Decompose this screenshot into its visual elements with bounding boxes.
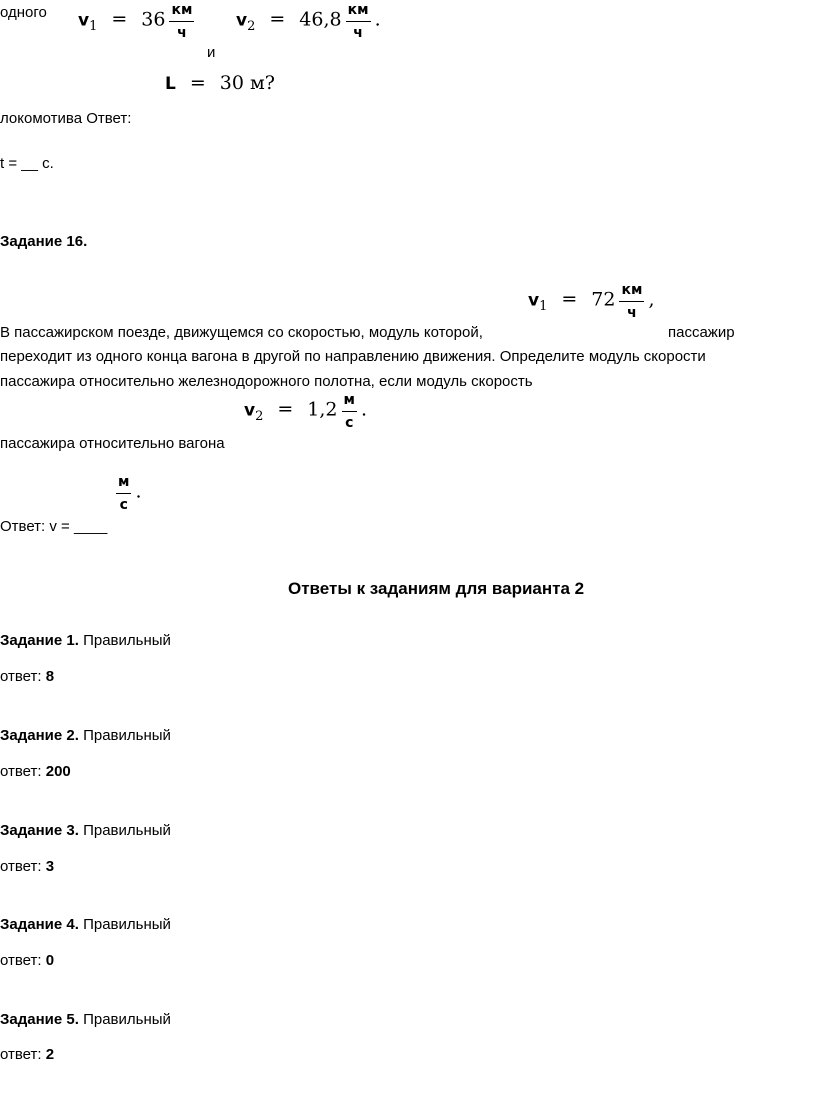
fraction-numerator: км xyxy=(346,2,371,22)
answer-prefix: ответ: xyxy=(0,1046,46,1063)
formula-equals: = xyxy=(561,288,578,311)
formula-period: . xyxy=(360,398,368,421)
task-16-text-line-4: пассажира относительно вагона xyxy=(0,435,225,452)
formula-v1-36 xyxy=(78,2,198,41)
fraction-numerator: км xyxy=(169,2,194,22)
answer-prefix: ответ: xyxy=(0,763,46,780)
answer-item-label-line xyxy=(0,916,171,934)
text-conjunction-i: и xyxy=(207,44,216,61)
fraction-numerator: м xyxy=(342,392,357,412)
answer-task-label: Задание 3. xyxy=(0,822,79,839)
fraction-denominator: с xyxy=(345,415,354,431)
fraction-denominator: с xyxy=(119,497,128,513)
answer-item-value-line xyxy=(0,1046,54,1064)
answer-item-value-line xyxy=(0,858,54,876)
fraction-denominator: ч xyxy=(353,25,363,41)
formula-equals: = xyxy=(189,72,206,94)
formula-v2-46-8 xyxy=(236,2,381,41)
answer-text: Правильный xyxy=(78,727,171,744)
formula-variable: v xyxy=(78,10,90,31)
formula-fraction xyxy=(342,392,357,431)
answer-item-value-line xyxy=(0,952,54,970)
formula-equals: = xyxy=(277,398,294,421)
formula-equals: = xyxy=(269,8,286,31)
answer-item-value-line xyxy=(0,668,54,686)
formula-comma: , xyxy=(648,288,655,311)
formula-value: 72 xyxy=(591,288,616,311)
formula-value: 36 xyxy=(141,8,166,31)
answer-prefix: ответ: xyxy=(0,858,46,875)
answer-text: Правильный xyxy=(78,916,171,933)
answer-task-label: Задание 5. xyxy=(0,1011,79,1028)
task-16-text-line-3: пассажира относительно железнодорожного полотна, если модуль скорость xyxy=(0,373,533,390)
formula-variable: v xyxy=(244,400,256,421)
formula-length-l xyxy=(165,72,275,95)
task-16-answer-line: Ответ: v = ____ xyxy=(0,518,108,535)
fraction-numerator: км xyxy=(619,282,644,302)
task-16-title: Задание 16. xyxy=(0,233,88,250)
formula-fraction xyxy=(169,2,194,41)
formula-variable: v xyxy=(236,10,248,31)
task-16-text-line-1-start: В пассажирском поезде, движущемся со скоростью, модуль которой, xyxy=(0,324,483,341)
formula-value: 1,2 xyxy=(307,398,338,421)
formula-variable: L xyxy=(165,74,176,94)
answer-text: Правильный xyxy=(78,822,171,839)
answer-text: Правильный xyxy=(78,632,171,649)
formula-period: . xyxy=(374,8,381,31)
text-fragment-odnogo: одного xyxy=(0,4,47,21)
answer-prefix: ответ: xyxy=(0,668,46,685)
fraction-denominator: ч xyxy=(627,305,637,321)
text-locomotive-answer: локомотива Ответ: xyxy=(0,110,132,127)
answer-item-label-line xyxy=(0,727,171,745)
fraction-denominator: ч xyxy=(177,25,187,41)
formula-fraction xyxy=(116,474,131,513)
formula-period: . xyxy=(135,480,142,503)
formula-subscript: 2 xyxy=(255,409,264,425)
formula-subscript: 1 xyxy=(89,19,98,35)
answer-unit-fraction xyxy=(112,474,142,513)
formula-value: 30 м? xyxy=(219,72,275,94)
answer-value: 8 xyxy=(45,668,55,685)
formula-value: 46,8 xyxy=(299,8,342,31)
formula-subscript: 2 xyxy=(247,19,256,35)
formula-v2-1-2 xyxy=(244,392,367,431)
answer-prefix: ответ: xyxy=(0,952,46,969)
answer-item-label-line xyxy=(0,632,171,650)
answer-task-label: Задание 1. xyxy=(0,632,79,649)
task-16-text-line-2: переходит из одного конца вагона в другой по направлению движения. Определите модуль скорости xyxy=(0,348,706,365)
answer-task-label: Задание 2. xyxy=(0,727,79,744)
text-answer-t: t = __ с. xyxy=(0,155,54,172)
formula-v1-72 xyxy=(528,282,654,321)
answers-heading: Ответы к заданиям для варианта 2 xyxy=(288,579,585,598)
formula-equals: = xyxy=(111,8,128,31)
answer-item-label-line xyxy=(0,822,171,840)
answer-text: Правильный xyxy=(78,1011,171,1028)
formula-fraction xyxy=(346,2,371,41)
answer-value: 3 xyxy=(45,858,55,875)
answer-item-value-line xyxy=(0,763,71,781)
formula-subscript: 1 xyxy=(539,299,548,315)
answer-item-label-line xyxy=(0,1011,171,1029)
answer-value: 200 xyxy=(45,763,71,780)
answer-value: 0 xyxy=(45,952,55,969)
task-16-text-line-1-end: пассажир xyxy=(668,324,735,341)
formula-variable: v xyxy=(528,290,540,311)
formula-fraction xyxy=(619,282,644,321)
fraction-numerator: м xyxy=(116,474,131,494)
answer-task-label: Задание 4. xyxy=(0,916,79,933)
answer-value: 2 xyxy=(45,1046,55,1063)
